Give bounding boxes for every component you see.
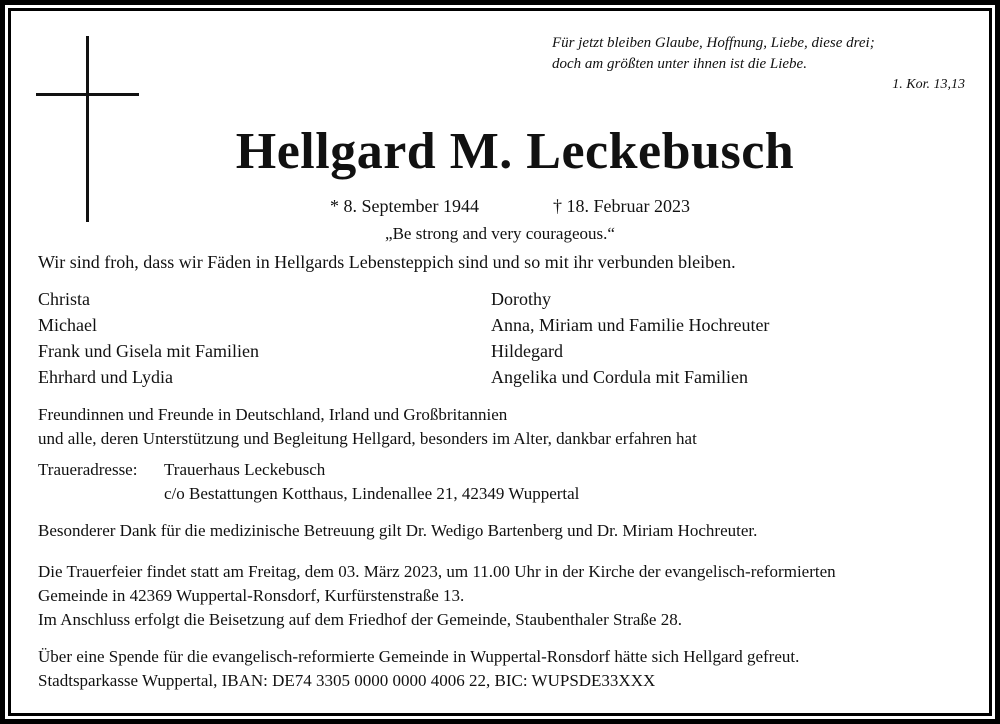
deceased-name: Hellgard M. Leckebusch (235, 123, 795, 180)
cross-horizontal-bar (36, 93, 139, 96)
verse-line: Für jetzt bleiben Glaube, Hoffnung, Liebe, diese drei; (552, 35, 875, 51)
donation-line: Über eine Spende für die evangelisch-reformierte Gemeinde in Wuppertal-Ronsdorf hätte sich Hellgard gefreut. (38, 647, 800, 666)
mourner-name: Dorothy (491, 289, 551, 309)
mourner-name: Hildegard (491, 341, 563, 361)
friends-text (38, 403, 697, 451)
ceremony-line: Die Trauerfeier findet statt am Freitag, dem 03. März 2023, um 11.00 Uhr in der Kirche der evangelisch-reformierten (38, 562, 836, 581)
friends-line: Freundinnen und Freunde in Deutschland, Irland und Großbritannien (38, 405, 508, 424)
mourner-name: Frank und Gisela mit Familien (38, 341, 259, 361)
obituary-page (11, 11, 989, 713)
bible-verse (552, 33, 875, 75)
friends-line: und alle, deren Unterstützung und Begleitung Hellgard, besonders im Alter, dankbar erfahren hat (38, 429, 697, 448)
ceremony-text (38, 560, 836, 632)
birth-date: * 8. September 1944 (330, 196, 479, 216)
address-label: Traueradresse: (38, 460, 138, 479)
mourners-left-column (38, 286, 259, 390)
donation-line: Stadtsparkasse Wuppertal, IBAN: DE74 3305 0000 0000 4006 22, BIC: WUPSDE33XXX (38, 671, 656, 690)
address-line: Trauerhaus Leckebusch (164, 460, 326, 479)
mourner-name: Christa (38, 289, 90, 309)
verse-line: doch am größten unter ihnen ist die Liebe. (552, 56, 807, 72)
ceremony-line: Gemeinde in 42369 Wuppertal-Ronsdorf, Kurfürstenstraße 13. (38, 586, 465, 605)
ceremony-line: Im Anschluss erfolgt die Beisetzung auf dem Friedhof der Gemeinde, Staubenthaler Straße 28. (38, 610, 682, 629)
verse-reference: 1. Kor. 13,13 (892, 77, 965, 92)
mourner-name: Anna, Miriam und Familie Hochreuter (491, 315, 770, 335)
address-value (164, 458, 579, 506)
thanks-text: Besonderer Dank für die medizinische Betreuung gilt Dr. Wedigo Bartenberg und Dr. Miriam Hochreuter. (38, 521, 758, 540)
death-date: † 18. Februar 2023 (553, 196, 690, 216)
mourner-name: Angelika und Cordula mit Familien (491, 367, 748, 387)
address-line: c/o Bestattungen Kotthaus, Lindenallee 21, 42349 Wuppertal (164, 484, 580, 503)
mourner-name: Michael (38, 315, 97, 335)
donation-text (38, 645, 799, 693)
mourners-right-column (491, 286, 769, 390)
mourner-name: Ehrhard und Lydia (38, 367, 173, 387)
motto-quote: „Be strong and very courageous.“ (385, 224, 615, 243)
intro-text: Wir sind froh, dass wir Fäden in Hellgards Lebensteppich sind und so mit ihr verbunden bleiben. (38, 252, 736, 272)
